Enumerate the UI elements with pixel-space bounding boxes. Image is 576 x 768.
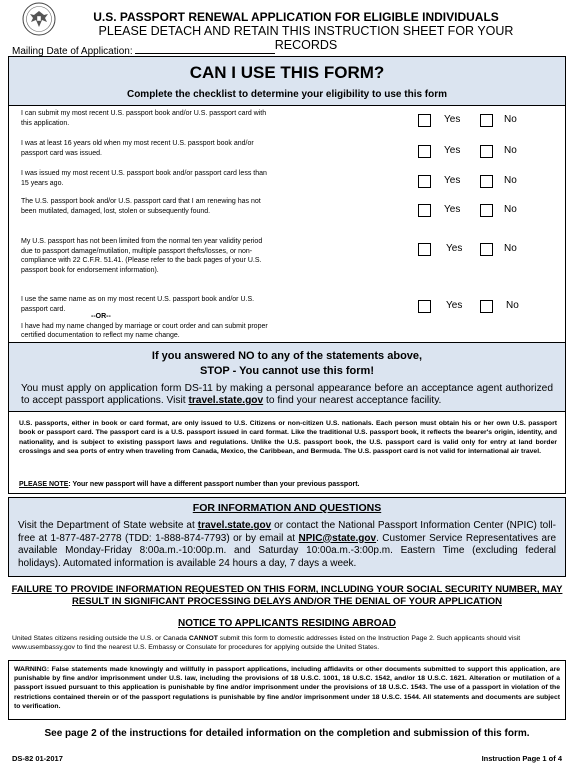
no-checkbox-2[interactable]: [480, 145, 493, 158]
no-label-3: No: [504, 175, 517, 186]
eligibility-frame: [8, 56, 566, 494]
abroad-notice-title: NOTICE TO APPLICANTS RESIDING ABROAD: [178, 618, 396, 629]
please-note-label: PLEASE NOTE: [19, 481, 69, 488]
yes-checkbox-3[interactable]: [418, 175, 431, 188]
mailing-date-label: Mailing Date of Application:: [12, 46, 133, 57]
stop-text-end: to find your nearest acceptance facility.: [263, 395, 442, 406]
warning-text: WARNING: False statements made knowingly and willfully in passport applications, including affidavits or other documents submitted to support this application, are punishable by fine and/or imprisonment under U.S. law, including the provisions of 18 U.S.C. 1001, 18 U.S.C. 1542, and/or 18 U.S.C. 1621. Alteration or mutilation of a passport issued pursuant to this application is punishable by fine and/or imprisonment under the provisions of 18 U.S.C. 1543. The use of a passport in violation of the restrictions contained therein or of the passport regulations is punishable by fine and/or imprisonment under 18 U.S.C. 1544. All statements and documents are subject to verification.: [14, 666, 560, 710]
no-label-4: No: [504, 204, 517, 215]
yes-label-5: Yes: [446, 243, 463, 254]
warning-box: [8, 660, 566, 720]
no-label-1: No: [504, 114, 517, 125]
info-title: FOR INFORMATION AND QUESTIONS: [192, 502, 382, 514]
yes-checkbox-4[interactable]: [418, 204, 431, 217]
yes-label-2: Yes: [444, 145, 461, 156]
abroad-text-2: submit this form to domestic addresses listed on the Instruction Page 2. Such applicants should visit www.usembassy.gov to find the nearest U.S. Embassy or Consulate for procedures for applying outside the United States.: [12, 635, 521, 651]
please-note-text: : Your new passport will have a different passport number than your previous passport.: [68, 481, 360, 488]
info-text-1: Visit the Department of State website at: [18, 520, 198, 531]
yes-checkbox-1[interactable]: [418, 114, 431, 127]
name-change-statement: I have had my name changed by marriage or court order and can submit proper certified documentation to reflect my name change.: [21, 322, 268, 339]
no-label-5: No: [504, 243, 517, 254]
see-page-2-note: See page 2 of the instructions for detailed information on the completion and submission of this form.: [44, 728, 530, 739]
checklist-item-4: The U.S. passport book and/or U.S. passport card that I am renewing has not been mutilated, damaged, lost, stolen or subsequently found.: [21, 198, 261, 215]
checklist-item-5: My U.S. passport has not been limited from the normal ten year validity period due to passport damage/mutilation, multiple passport thefts/losses, or non-compliance with 22 C.F.R. 51.41. (Please refer to the back pages of your U.S. passport book for endorsement information).: [21, 238, 263, 274]
info-text-3: . Customer Service Representatives are available Monday-Friday 8:00a.m.-10:00p.m. and Saturday 10:00a.m.-3:00p.m. Eastern Time (excluding federal holidays). Automated information is available 24 hours a day, 7 days a week.: [18, 532, 557, 569]
same-name-statement: I use the same name as on my most recent U.S. passport book and/or U.S. passport card.: [21, 296, 255, 313]
stop-heading: STOP - You cannot use this form!: [200, 365, 374, 377]
department-seal-logo: [22, 2, 56, 36]
no-checkbox-3[interactable]: [480, 175, 493, 188]
npic-email-link[interactable]: NPIC@state.gov: [298, 532, 377, 544]
checklist-title: CAN I USE THIS FORM?: [189, 63, 385, 82]
form-title: U.S. PASSPORT RENEWAL APPLICATION FOR ELIGIBLE INDIVIDUALS: [93, 10, 499, 24]
form-subtitle: PLEASE DETACH AND RETAIN THIS INSTRUCTION SHEET FOR YOUR RECORDS: [98, 24, 514, 52]
yes-checkbox-6[interactable]: [418, 300, 431, 313]
info-questions-section: [8, 497, 566, 577]
stop-text: You must apply on application form DS-11 by making a personal appearance before an acceptance agent authorized to accept passport applications. Visit: [21, 383, 553, 406]
checklist-subtitle: Complete the checklist to determine your eligibility to use this form: [126, 89, 448, 100]
no-checkbox-5[interactable]: [480, 243, 493, 256]
yes-label-1: Yes: [444, 114, 461, 125]
travel-state-gov-link[interactable]: travel.state.gov: [197, 520, 272, 531]
yes-label-4: Yes: [444, 204, 461, 215]
checklist-item-6: [21, 295, 271, 341]
checklist-item-2: I was at least 16 years old when my most recent U.S. passport book and/or passport card was issued.: [21, 140, 254, 157]
or-separator: --OR--: [91, 313, 111, 320]
form-id: DS-82 01-2017: [12, 754, 63, 763]
stop-condition: If you answered NO to any of the statements above,: [151, 350, 423, 362]
yes-checkbox-2[interactable]: [418, 145, 431, 158]
failure-warning: FAILURE TO PROVIDE INFORMATION REQUESTED ON THIS FORM, INCLUDING YOUR SOCIAL SECURITY NUMBER, MAY RESULT IN SIGNIFICANT PROCESSING DELAYS AND/OR THE DENIAL OF YOUR APPLICATION: [11, 584, 563, 607]
yes-label-3: Yes: [444, 175, 461, 186]
yes-label-6: Yes: [446, 300, 463, 311]
passport-format-info: U.S. passports, either in book or card format, are only issued to U.S. Citizens or non-citizen U.S. nationals. Each person must obtain his or her own U.S. passport book or passport card. The passport card is a U.S. passport issued in card format. Like the traditional U.S. passport book, it reflects the bearer's origin, identity, and nationality, and is subject to existing passport laws and regulations. Unlike the U.S. passport book, the U.S. passport card is valid only for entry at land border crossings and sea ports of entry when traveling from Canada, Mexico, the Caribbean, and Bermuda. The U.S. passport card is not valid for international air travel.: [19, 420, 557, 455]
no-checkbox-6[interactable]: [480, 300, 493, 313]
checklist-header: [9, 57, 565, 106]
please-note: [19, 481, 359, 488]
no-label-6: No: [506, 300, 519, 311]
yes-checkbox-5[interactable]: [418, 243, 431, 256]
mailing-date-line[interactable]: [135, 44, 275, 54]
no-checkbox-1[interactable]: [480, 114, 493, 127]
info-title-wrap: [9, 502, 565, 514]
abroad-cannot: CANNOT: [188, 635, 218, 642]
checklist-item-3: I was issued my most recent U.S. passport book and/or passport card less than 15 years ago.: [21, 170, 267, 187]
stop-section: [9, 342, 565, 412]
abroad-notice-body: [12, 634, 562, 652]
checklist-item-1: I can submit my most recent U.S. passport book and/or U.S. passport card with this application.: [21, 110, 267, 127]
no-checkbox-4[interactable]: [480, 204, 493, 217]
abroad-text-1: United States citizens residing outside the U.S. or Canada: [12, 635, 189, 642]
page-number: Instruction Page 1 of 4: [481, 754, 562, 763]
stop-instructions: [21, 383, 553, 407]
travel-state-link[interactable]: travel.state.gov: [188, 395, 264, 406]
no-label-2: No: [504, 145, 517, 156]
info-text-2: or contact the National Passport Information Center (NPIC) toll-free at 1-877-487-2778 (TDD: 1-888-874-7793) or by email at: [18, 520, 556, 544]
info-body: [18, 520, 556, 570]
